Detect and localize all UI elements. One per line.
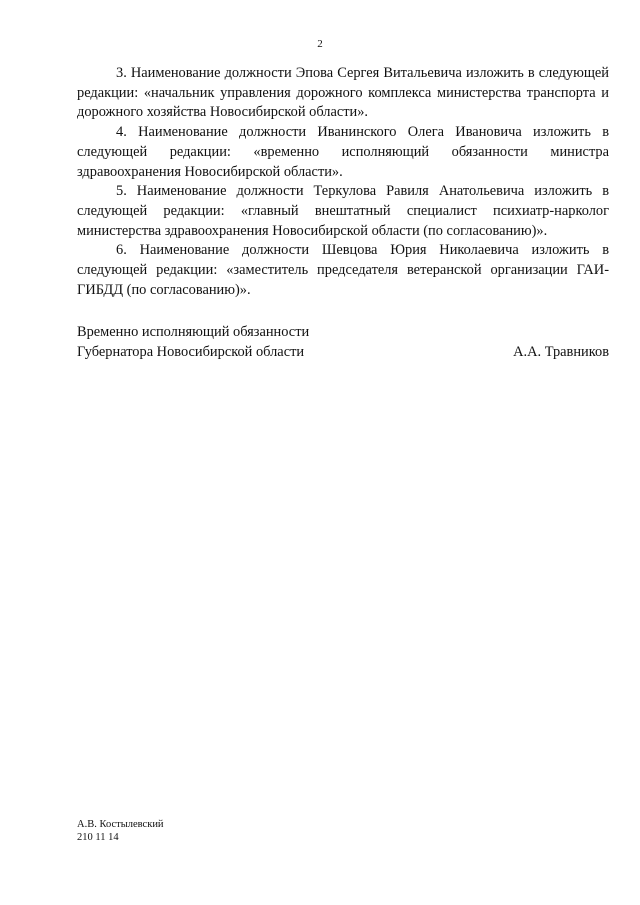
paragraph-6: 6. Наименование должности Шевцова Юрия Николаевича изложить в следующей редакции: «заместитель председателя ветеранской организации ГАИ-ГИБДД (по согласованию)». [77,242,609,298]
page-number: 2 [317,38,323,50]
signature-block [77,322,609,362]
footer-executor [77,818,164,844]
executor-name: А.В. Костылевский [77,819,164,830]
document-body [77,64,609,300]
paragraph-4: 4. Наименование должности Иванинского Олега Ивановича изложить в следующей редакции: «временно исполняющий обязанности министра здравоохранения Новосибирской области». [77,124,609,180]
signatory-name: А.А. Травников [513,344,609,360]
executor-phone: 210 11 14 [77,832,119,843]
paragraph-5: 5. Наименование должности Теркулова Равиля Анатольевича изложить в следующей редакции: «главный внештатный специалист психиатр-нарколог министерства здравоохранения Новосибирской области (по согласованию)». [77,183,609,239]
paragraph-3: 3. Наименование должности Эпова Сергея Витальевича изложить в следующей редакции: «начальник управления дорожного комплекса министерства транспорта и дорожного хозяйства Новосибирской области». [77,65,609,121]
signature-line [77,342,609,362]
signature-title-line2: Губернатора Новосибирской области [77,344,305,360]
signature-title-line1: Временно исполняющий обязанности [77,324,310,340]
